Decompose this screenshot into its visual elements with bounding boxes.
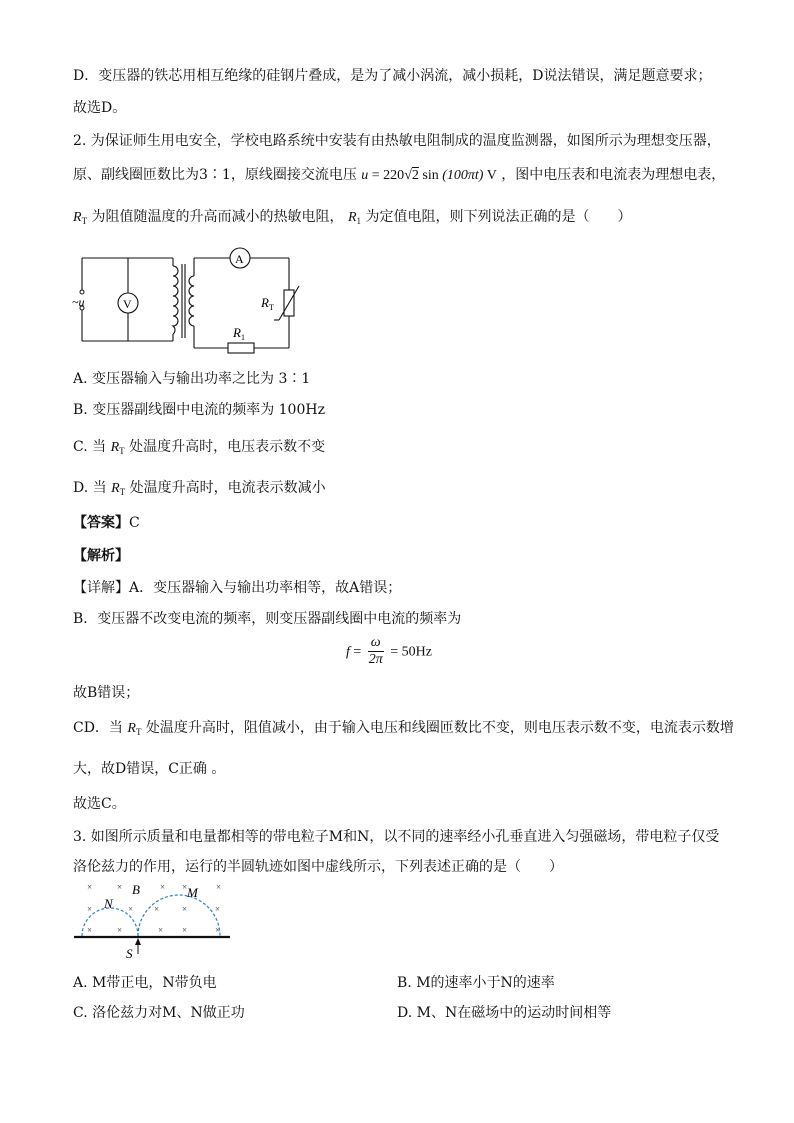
svg-text:×: × (182, 925, 188, 935)
rt-sub: T (268, 303, 274, 312)
voltage-formula: u = 220√2 sin (100πt) V (361, 168, 497, 183)
q2-option-d: D. 当 $R_T$ 处温度升高时，电流表示数减小 (73, 480, 326, 497)
svg-text:×: × (128, 904, 134, 914)
svg-text:×: × (117, 925, 123, 935)
svg-text:×: × (215, 904, 221, 914)
source-label: ~u (72, 295, 85, 309)
svg-text:×: × (87, 882, 93, 892)
rt-symbol: $R_T$ (73, 210, 88, 226)
q3-stem-line2: 洛伦兹力的作用，运行的半圆轨迹如图中虚线所示，下列表述正确的是（ ） (73, 859, 563, 875)
detail-b: B．变压器不改变电流的频率，则变压器副线圈中电流的频率为 (73, 611, 462, 627)
q2-stem-line3: $R_T$ 为阻值随温度的升高而减小的热敏电阻， $R_1$ 为定值电阻，则下列说法正确的是（ ） (73, 209, 632, 226)
detail-label: 【详解】 (73, 580, 129, 596)
answer-value: C (129, 515, 140, 531)
svg-text:RT (260, 295, 274, 312)
label-n: N (104, 896, 113, 911)
svg-text:×: × (87, 904, 93, 914)
label-s: S (126, 946, 133, 961)
primary-coil (173, 266, 178, 334)
q2-option-b: B. 变压器副线圈中电流的频率为 100Hz (73, 402, 325, 418)
q2-answer (73, 513, 140, 533)
label-m: M (187, 885, 198, 900)
r1-symbol: $R_1$ (347, 210, 362, 226)
svg-text:×: × (160, 882, 166, 892)
answer-label: 【答案】 (73, 515, 129, 531)
secondary-coil (189, 276, 194, 326)
svg-text:×: × (117, 882, 123, 892)
q1-conclusion: 故选D。 (73, 100, 127, 116)
svg-text:×: × (182, 904, 188, 914)
q3-option-a: A. M带正电，N带负电 (73, 975, 217, 991)
q2-stem-line2-a: 原、副线圈匝数比为3∶1，原线圈接交流电压 (73, 167, 357, 183)
q3-option-b: B. M的速率小于N的速率 (397, 975, 555, 991)
q2-option-c: C. 当 $R_T$ 处温度升高时，电压表示数不变 (73, 439, 326, 456)
q3-option-c: C. 洛伦兹力对M、N做正功 (73, 1005, 245, 1021)
voltmeter-label: V (123, 297, 132, 311)
detail-a: 【详解】A．变压器输入与输出功率相等，故A错误； (73, 580, 402, 596)
entry-arrow-icon (135, 938, 141, 945)
ammeter-label: A (235, 252, 244, 266)
rt-label: R (261, 295, 269, 310)
detail-b-end: 故B错误； (73, 685, 140, 701)
resistor-r1 (228, 343, 254, 353)
label-b: B (132, 882, 140, 897)
detail-cd: CD．当 $R_T$ 处温度升高时，阻值减小，由于输入电压和线圈匝数比不变，则电压表示数不变，电流表示数增 (73, 720, 734, 737)
svg-text:×: × (158, 925, 164, 935)
r1-sub: 1 (240, 333, 245, 342)
svg-text:×: × (215, 925, 221, 935)
q2-conclusion: 故选C。 (73, 796, 126, 812)
svg-text:R1 (232, 325, 245, 342)
q3-option-d: D. M、N在磁场中的运动时间相等 (397, 1005, 612, 1021)
q2-option-a: A. 变压器输入与输出功率之比为 3∶1 (73, 371, 311, 387)
svg-text:×: × (154, 904, 160, 914)
trajectory-m (138, 895, 220, 936)
svg-text:×: × (87, 925, 93, 935)
analysis-label: 【解析】 (73, 548, 129, 564)
detail-cd-line2: 大，故D错误，C正确 。 (73, 761, 226, 777)
q2-stem-line1: 2. 为保证师生用电安全，学校电路系统中安装有由热敏电阻制成的温度监测器，如图所示为理想变压器， (73, 133, 721, 149)
svg-text:×: × (216, 882, 222, 892)
r1-label: R (233, 325, 241, 340)
q2-stem-line2 (73, 165, 725, 186)
q2-stem-line2-b: ，图中电压表和电流表为理想电表， (501, 167, 726, 183)
q1-option-d-explanation: D．变压器的铁芯用相互绝缘的硅钢片叠成，是为了减小涡流，减小损耗，D说法错误，满足题意要求； (73, 68, 712, 84)
svg-text:×: × (182, 882, 188, 892)
magnetic-field-diagram (70, 878, 235, 962)
transformer-circuit-diagram (70, 244, 300, 356)
frequency-formula: f = $\frac{\omega}{2\pi}$ = 50Hz (346, 635, 432, 667)
q3-stem-line1: 3. 如图所示质量和电量都相等的带电粒子M和N，以不同的速率经小孔垂直进入匀强磁场，带电粒子仅受 (73, 829, 720, 845)
